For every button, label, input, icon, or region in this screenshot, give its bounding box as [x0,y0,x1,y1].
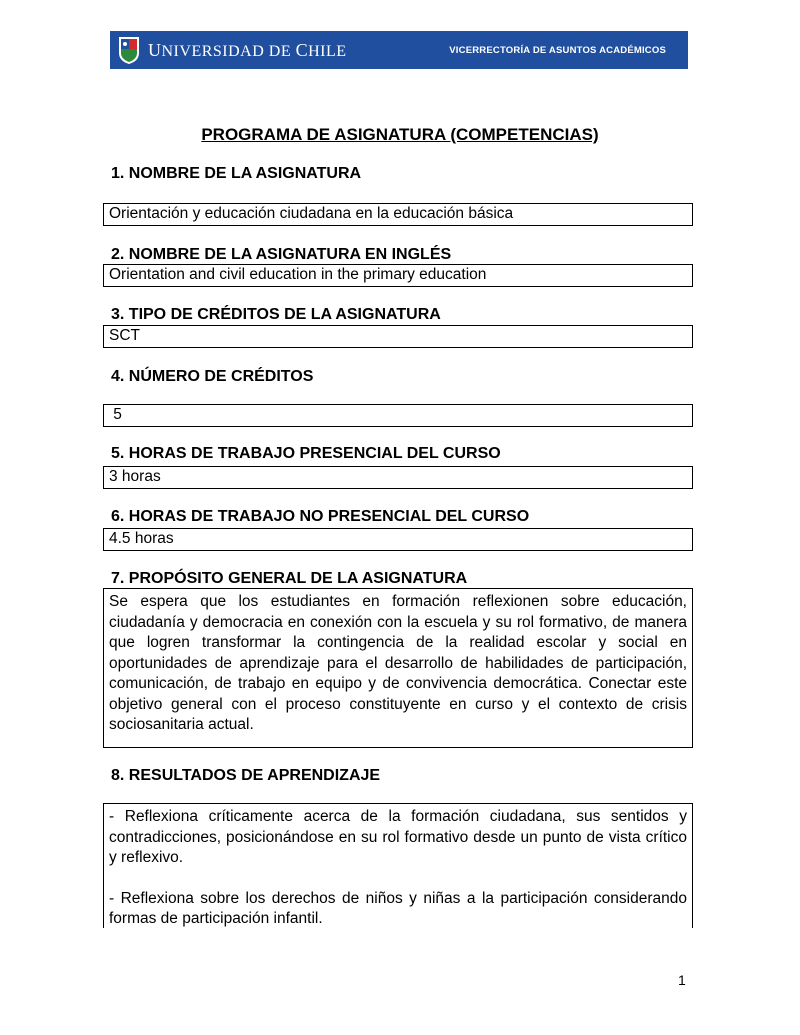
general-purpose-box [103,588,693,748]
section-heading-4: 4. NÚMERO DE CRÉDITOS [111,368,314,385]
learning-outcome-item: - Reflexiona sobre los derechos de niños y niñas a la participación considerando formas de participación infantil. [109,889,687,927]
university-banner [110,31,688,69]
university-seal-icon [118,35,140,65]
university-name: UNIVERSIDAD DE CHILE [148,39,347,60]
document-title: PROGRAMA DE ASIGNATURA (COMPETENCIAS) [201,125,599,144]
credit-number-field: 5 [103,404,693,427]
learning-outcomes-box [103,803,693,928]
credit-type-field: SCT [103,325,693,348]
section-heading-3: 3. TIPO DE CRÉDITOS DE LA ASIGNATURA [111,306,441,323]
vicerrectoria-label: VICERRECTORÍA DE ASUNTOS ACADÉMICOS [449,44,666,56]
course-name-field: Orientación y educación ciudadana en la educación básica [103,203,693,226]
presential-hours-field: 3 horas [103,466,693,489]
section-heading-6: 6. HORAS DE TRABAJO NO PRESENCIAL DEL CURSO [111,508,530,525]
learning-outcome-item: - Reflexiona críticamente acerca de la formación ciudadana, sus sentidos y contradicciones, posicionándose en su rol formativo desde un punto de vista crítico y reflexivo. [109,808,687,866]
non-presential-hours-field: 4.5 horas [103,528,693,551]
course-name-english-field: Orientation and civil education in the primary education [103,264,693,287]
section-heading-1: 1. NOMBRE DE LA ASIGNATURA [111,165,362,182]
section-heading-2: 2. NOMBRE DE LA ASIGNATURA EN INGLÉS [111,246,452,263]
general-purpose-text: Se espera que los estudiantes en formación reflexionen sobre educación, ciudadanía y democracia en conexión con la escuela y su rol formativo, de manera que logren transformar la contingencia de la realidad escolar y social en oportunidades de aprendizaje para el desarrollo de habilidades de participación, comunicación, de trabajo en equipo y de convivencia democrática. Conectar este objetivo general con el proceso constituyente en curso y el contexto de crisis sociosanitaria actual. [109,593,687,733]
section-heading-7: 7. PROPÓSITO GENERAL DE LA ASIGNATURA [111,570,468,587]
page-number: 1 [678,972,686,988]
section-heading-5: 5. HORAS DE TRABAJO PRESENCIAL DEL CURSO [111,445,501,462]
section-heading-8: 8. RESULTADOS DE APRENDIZAJE [111,767,381,784]
